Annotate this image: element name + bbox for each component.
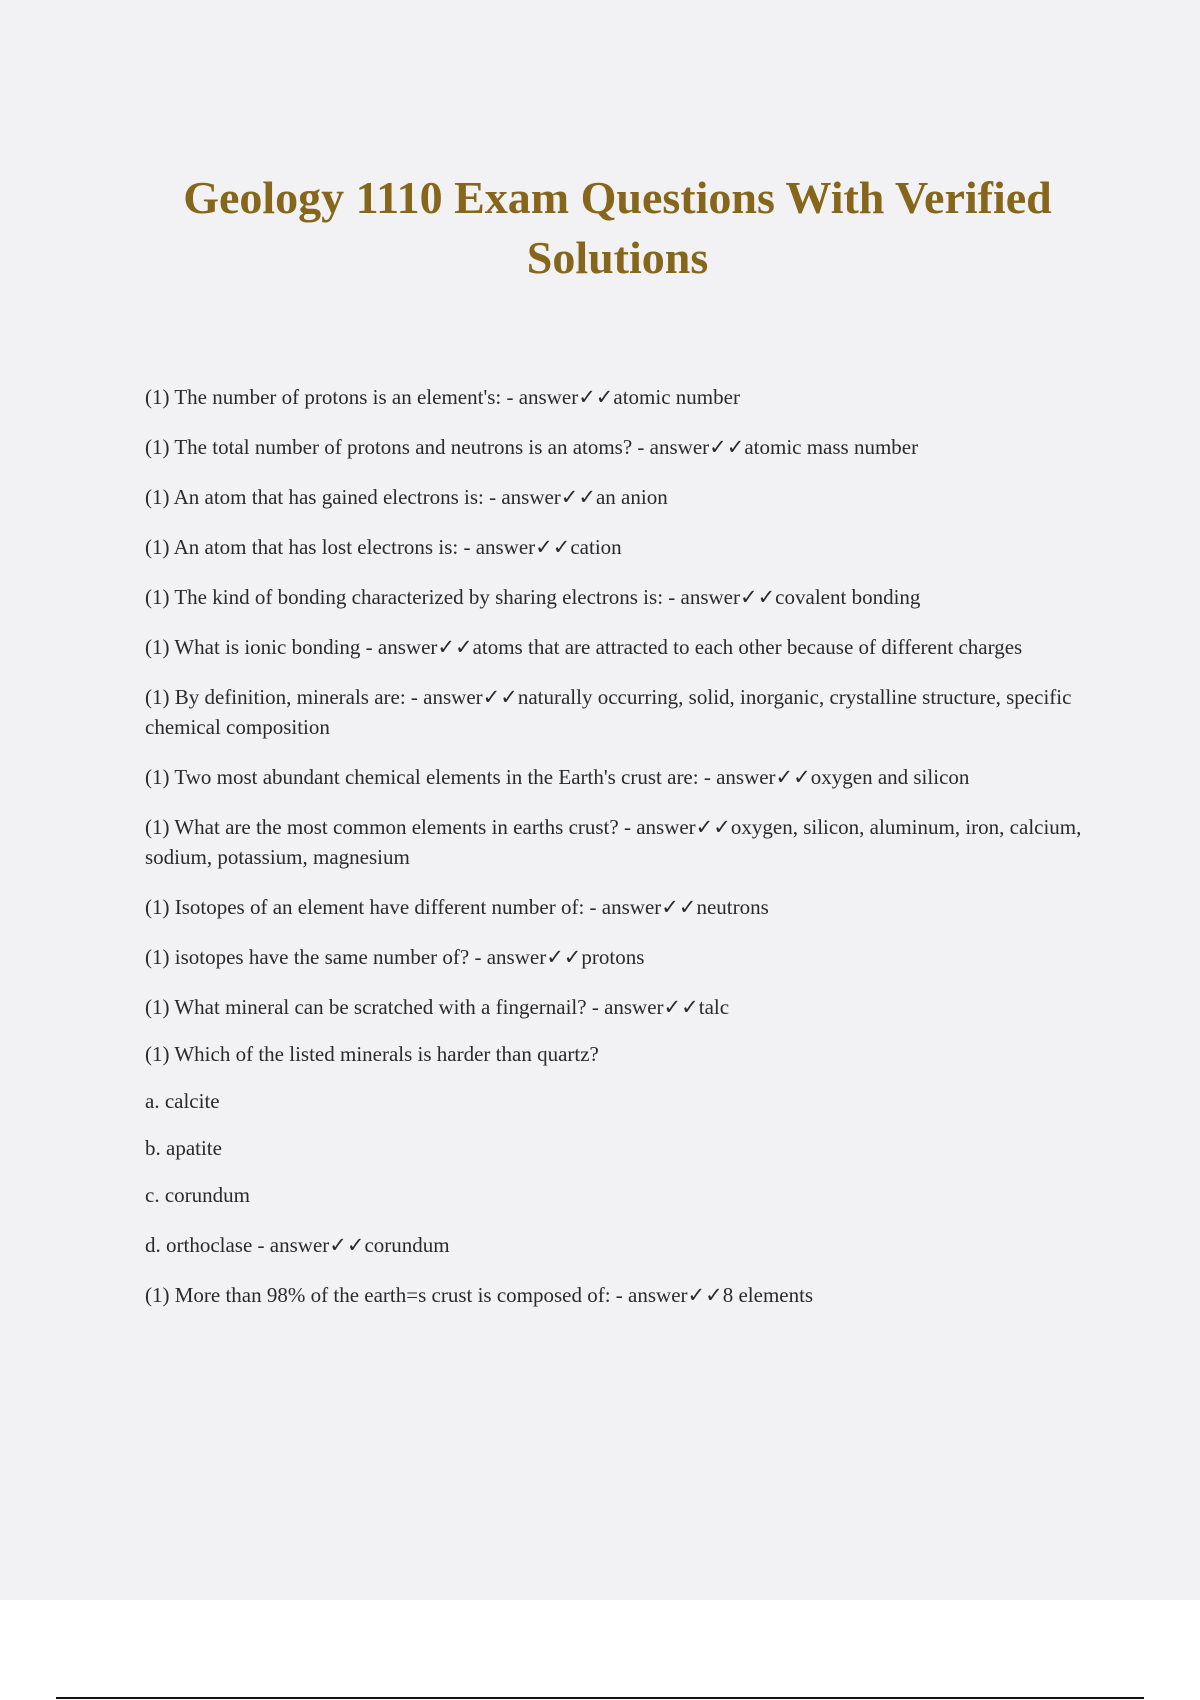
question-entry: (1) What is ionic bonding - answer✓✓atoms that are attracted to each other because of different charges <box>145 635 1023 659</box>
question-entry: (1) The number of protons is an element's: - answer✓✓atomic number <box>145 385 740 409</box>
question-entry: (1) The kind of bonding characterized by sharing electrons is: - answer✓✓covalent bonding <box>145 585 921 609</box>
question-entry: (1) The total number of protons and neutrons is an atoms? - answer✓✓atomic mass number <box>145 435 919 459</box>
question-list <box>145 382 1090 1330</box>
question-entry: (1) Isotopes of an element have different number of: - answer✓✓neutrons <box>145 895 769 919</box>
question-entry: (1) An atom that has lost electrons is: - answer✓✓cation <box>145 535 622 559</box>
question-entry: (1) Two most abundant chemical elements in the Earth's crust are: - answer✓✓oxygen and silicon <box>145 765 970 789</box>
question-entry: (1) An atom that has gained electrons is: - answer✓✓an anion <box>145 485 668 509</box>
answer-option: c. corundum <box>145 1183 250 1207</box>
question-entry: (1) By definition, minerals are: - answer✓✓naturally occurring, solid, inorganic, crystalline structure, specific chemical composition <box>145 685 1072 739</box>
answer-option: a. calcite <box>145 1089 220 1113</box>
question-entry: (1) Which of the listed minerals is harder than quartz? <box>145 1042 599 1066</box>
document-title: Geology 1110 Exam Questions With Verified Solutions <box>183 172 1052 283</box>
question-entry: (1) More than 98% of the earth=s crust is composed of: - answer✓✓8 elements <box>145 1283 814 1307</box>
answer-option: b. apatite <box>145 1136 222 1160</box>
question-entry: (1) isotopes have the same number of? - answer✓✓protons <box>145 945 645 969</box>
footer-divider <box>56 1697 1144 1699</box>
answer-option: d. orthoclase - answer✓✓corundum <box>145 1233 450 1257</box>
question-entry: (1) What mineral can be scratched with a fingernail? - answer✓✓talc <box>145 995 730 1019</box>
question-entry: (1) What are the most common elements in earths crust? - answer✓✓oxygen, silicon, aluminum, iron, calcium, sodium, potassium, magnesium <box>145 815 1082 869</box>
